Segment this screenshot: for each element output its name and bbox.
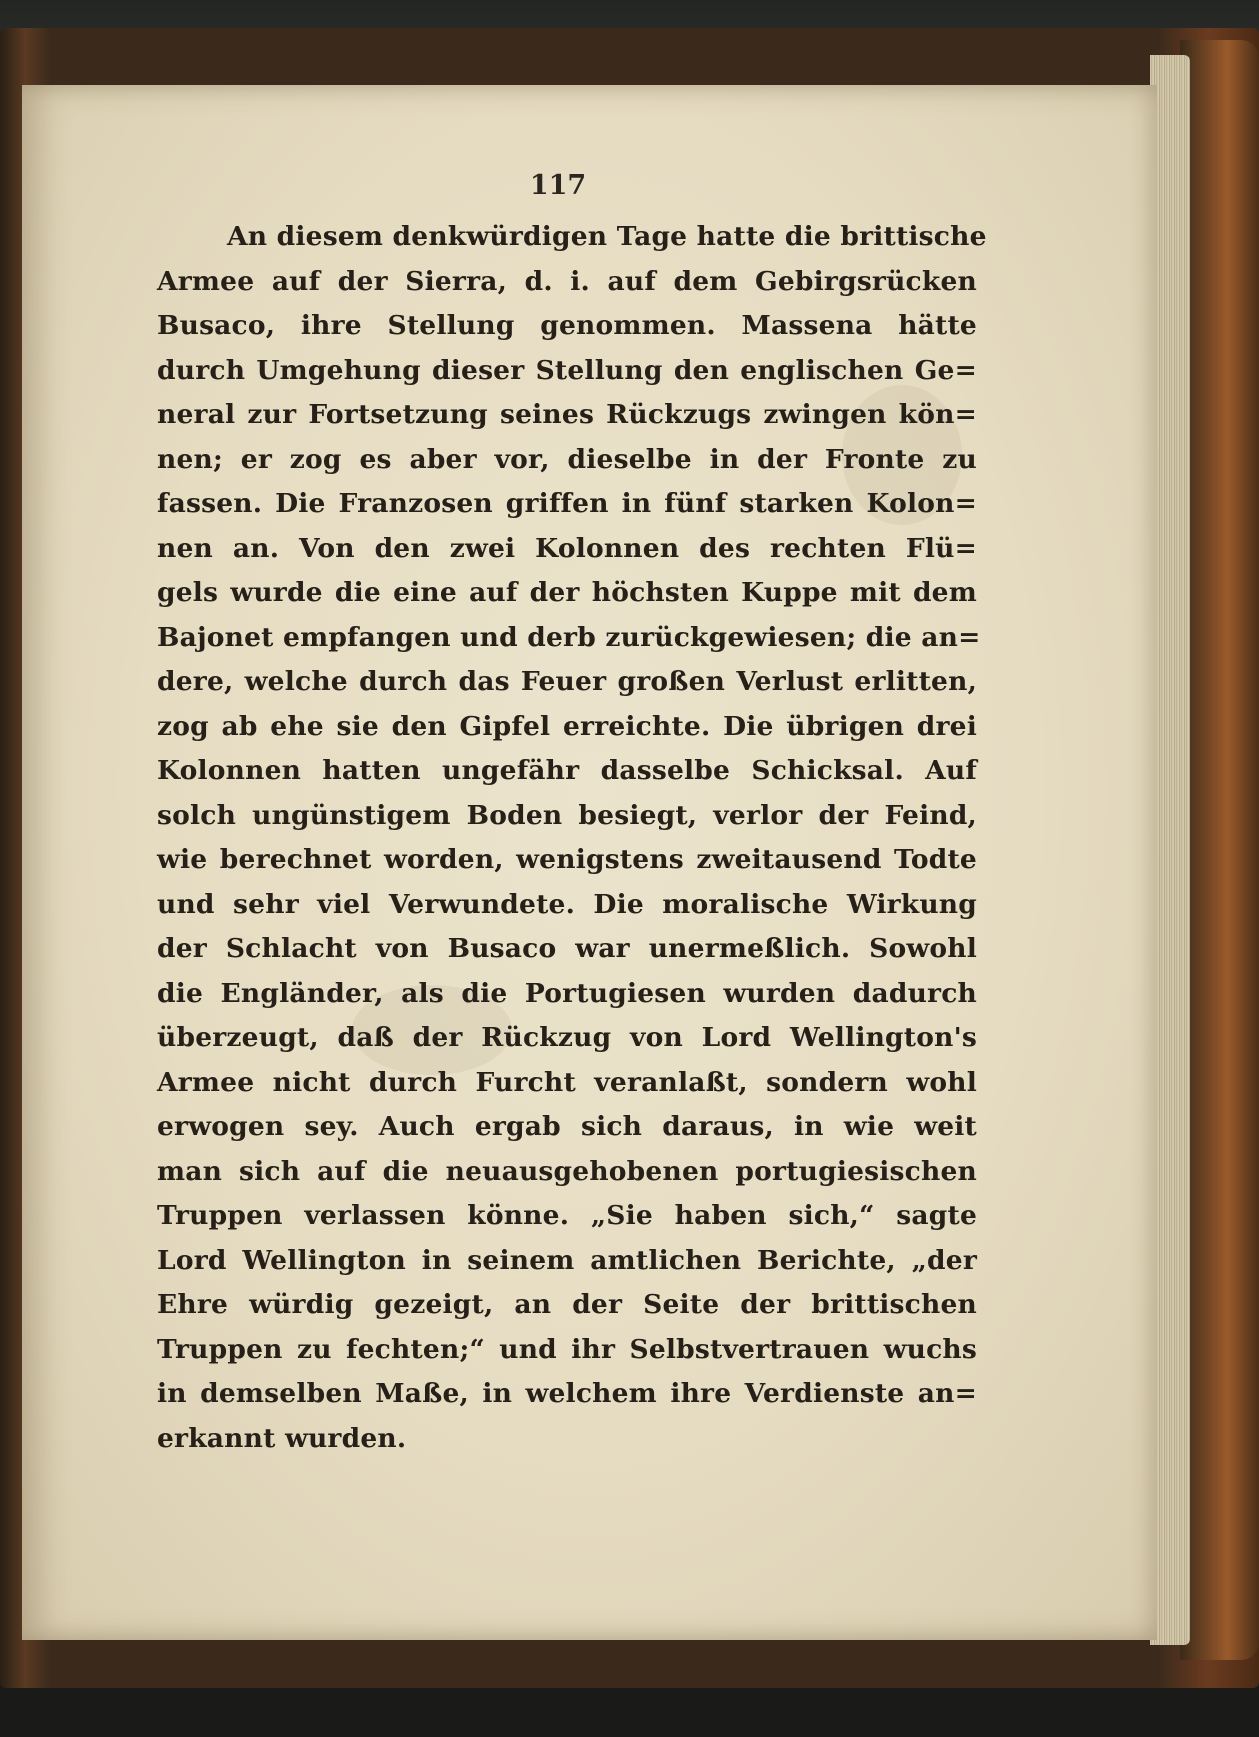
text-line: erwogen sey. Auch ergab sich daraus, in wie weit (157, 1111, 977, 1142)
text-line: der Schlacht von Busaco war unermeßlich. Sowohl (157, 933, 977, 964)
text-line: Ehre würdig gezeigt, an der Seite der brittischen (157, 1289, 977, 1320)
text-line: zog ab ehe sie den Gipfel erreichte. Die übrigen drei (157, 710, 977, 742)
text-line: dere, welche durch das Feuer großen Verlust erlitten, (157, 666, 977, 697)
text-line: Truppen zu fechten;“ und ihr Selbstvertrauen wuchs (157, 1333, 977, 1365)
page-number: 117 (529, 170, 587, 201)
text-line: man sich auf die neuausgehobenen portugiesischen (157, 1155, 977, 1187)
text-line: erkannt wurden. (157, 1422, 407, 1454)
text-line: Kolonnen hatten ungefähr dasselbe Schicksal. Auf (157, 755, 977, 786)
text-line: fassen. Die Franzosen griffen in fünf starken Kolon= (157, 488, 977, 519)
text-line: überzeugt, daß der Rückzug von Lord Wellington's (157, 1022, 977, 1053)
body-text (157, 215, 987, 1461)
text-line: An diesem denkwürdigen Tage hatte die brittische (227, 221, 987, 252)
text-line: Truppen verlassen könne. „Sie haben sich,“ sagte (157, 1200, 977, 1231)
text-line: solch ungünstigem Boden besiegt, verlor der Feind, (157, 799, 977, 831)
text-line: Busaco, ihre Stellung genommen. Massena hätte (157, 310, 977, 341)
text-line: nen; er zog es aber vor, dieselbe in der Fronte zu (157, 443, 977, 475)
text-line: gels wurde die eine auf der höchsten Kuppe mit dem (157, 577, 977, 608)
text-line: Armee nicht durch Furcht veranlaßt, sondern wohl (157, 1066, 977, 1098)
text-line: durch Umgehung dieser Stellung den englischen Ge= (157, 354, 977, 386)
text-line: nen an. Von den zwei Kolonnen des rechten Flü= (157, 532, 977, 564)
text-line: die Engländer, als die Portugiesen wurden dadurch (157, 977, 977, 1009)
text-line: Armee auf der Sierra, d. i. auf dem Gebirgsrücken (157, 265, 977, 297)
text-line: und sehr viel Verwundete. Die moralische Wirkung (157, 888, 977, 920)
text-line: Bajonet empfangen und derb zurückgewiesen; die an= (157, 621, 981, 653)
book-edge (1180, 40, 1259, 1660)
text-line: Lord Wellington in seinem amtlichen Berichte, „der (157, 1244, 977, 1276)
text-line: wie berechnet worden, wenigstens zweitausend Todte (157, 844, 977, 875)
text-line: neral zur Fortsetzung seines Rückzugs zwingen kön= (157, 399, 977, 430)
text-line: in demselben Maße, in welchem ihre Verdienste an= (157, 1378, 977, 1409)
